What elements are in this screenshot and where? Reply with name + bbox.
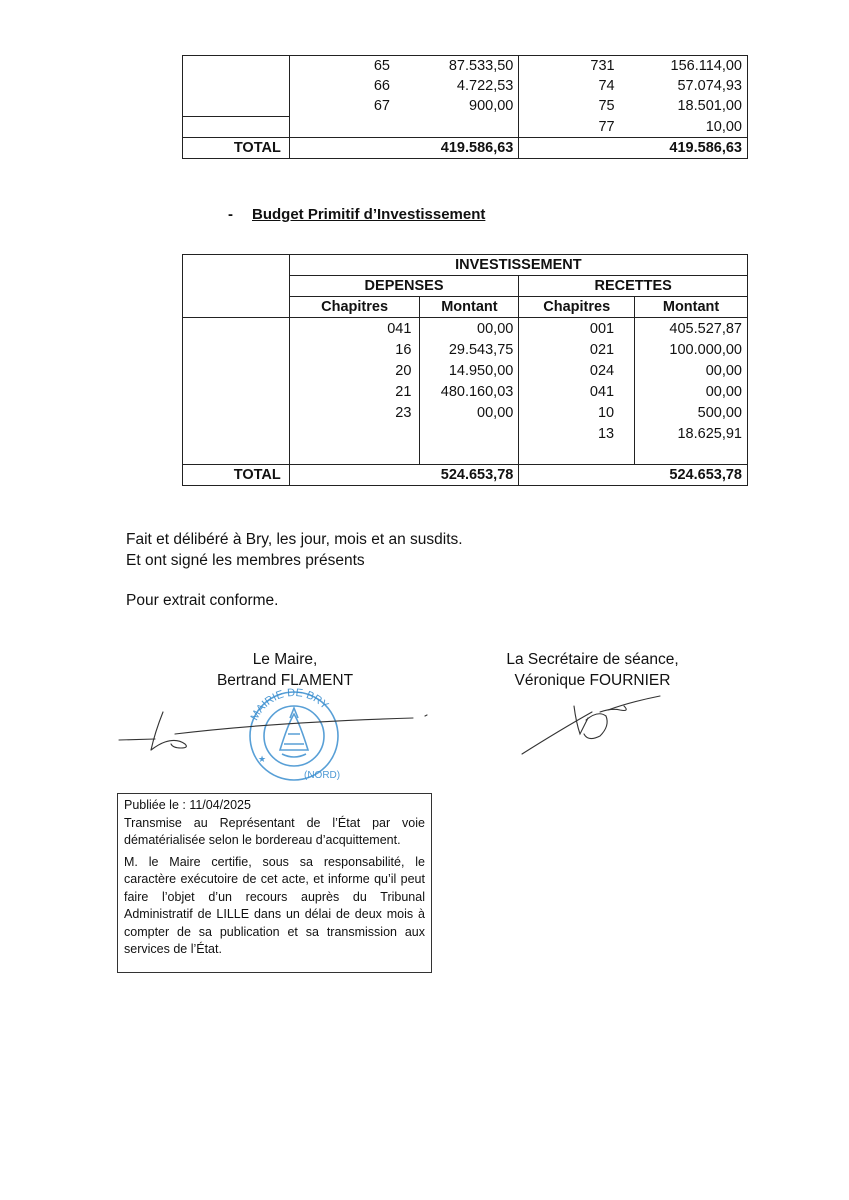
col-chapitres: Chapitres: [519, 297, 635, 318]
publication-notice: [117, 793, 432, 973]
table-row: 23 00,00 10 500,00: [183, 402, 748, 423]
maire-name: Bertrand FLAMENT: [216, 672, 354, 689]
stamp-bottom-text: (NORD): [304, 770, 341, 781]
col-montant: Montant: [420, 297, 519, 318]
recettes-header: RECETTES: [519, 276, 748, 297]
secretaire-signature-block: [480, 649, 705, 691]
col-chapitres: Chapitres: [289, 297, 420, 318]
svg-text:★: ★: [258, 754, 267, 764]
section-heading: Budget Primitif d’Investissement: [252, 206, 486, 223]
table-title: INVESTISSEMENT: [289, 255, 747, 276]
maire-title: Le Maire,: [252, 651, 318, 668]
table-row: 21 480.160,03 041 00,00: [183, 381, 748, 402]
notice-certification: M. le Maire certifie, sous sa responsabilité, le caractère exécutoire de cet acte, et informe qu’il peut faire l’objet d’un recours auprès du Tribunal Administratif de LILLE dans un délai de deux mois à compter de sa publication et sa transmission aux services de l’État.: [124, 854, 425, 956]
depenses-header: DEPENSES: [289, 276, 519, 297]
table-row: 67 900,00 75 18.501,00: [183, 96, 748, 117]
table-row: 13 18.625,91: [183, 423, 748, 444]
table-row: 77 10,00: [183, 117, 748, 138]
table-row: 20 14.950,00 024 00,00: [183, 360, 748, 381]
table-row: 65 87.533,50 731 156.114,00: [183, 56, 748, 77]
secretaire-signature: [520, 690, 670, 760]
table-row: 66 4.722,53 74 57.074,93: [183, 76, 748, 96]
total-row: TOTAL 419.586,63 419.586,63: [183, 138, 748, 159]
secretaire-name: Véronique FOURNIER: [514, 672, 671, 689]
investissement-table: [182, 254, 748, 486]
table-row: 041 00,00 001 405.527,87: [183, 318, 748, 340]
stamp-top-text: MAIRIE DE BRY: [248, 686, 331, 723]
maire-signature: [115, 704, 435, 760]
fonctionnement-table: [182, 55, 748, 159]
table-title-row: [183, 255, 748, 276]
closing-line-3: Pour extrait conforme.: [126, 592, 279, 609]
col-montant: Montant: [635, 297, 748, 318]
secretaire-title: La Secrétaire de séance,: [506, 651, 679, 668]
notice-published: Publiée le : 11/04/2025: [124, 798, 251, 812]
notice-transmission: Transmise au Représentant de l’État par voie dématérialisée selon le bordereau d’acquittement.: [124, 815, 425, 847]
closing-line-1: Fait et délibéré à Bry, les jour, mois et an susdits.: [126, 531, 463, 548]
bullet-dash: -: [228, 206, 233, 223]
table-row: 16 29.543,75 021 100.000,00: [183, 339, 748, 360]
closing-line-2: Et ont signé les membres présents: [126, 552, 365, 569]
total-row: TOTAL 524.653,78 524.653,78: [183, 465, 748, 486]
